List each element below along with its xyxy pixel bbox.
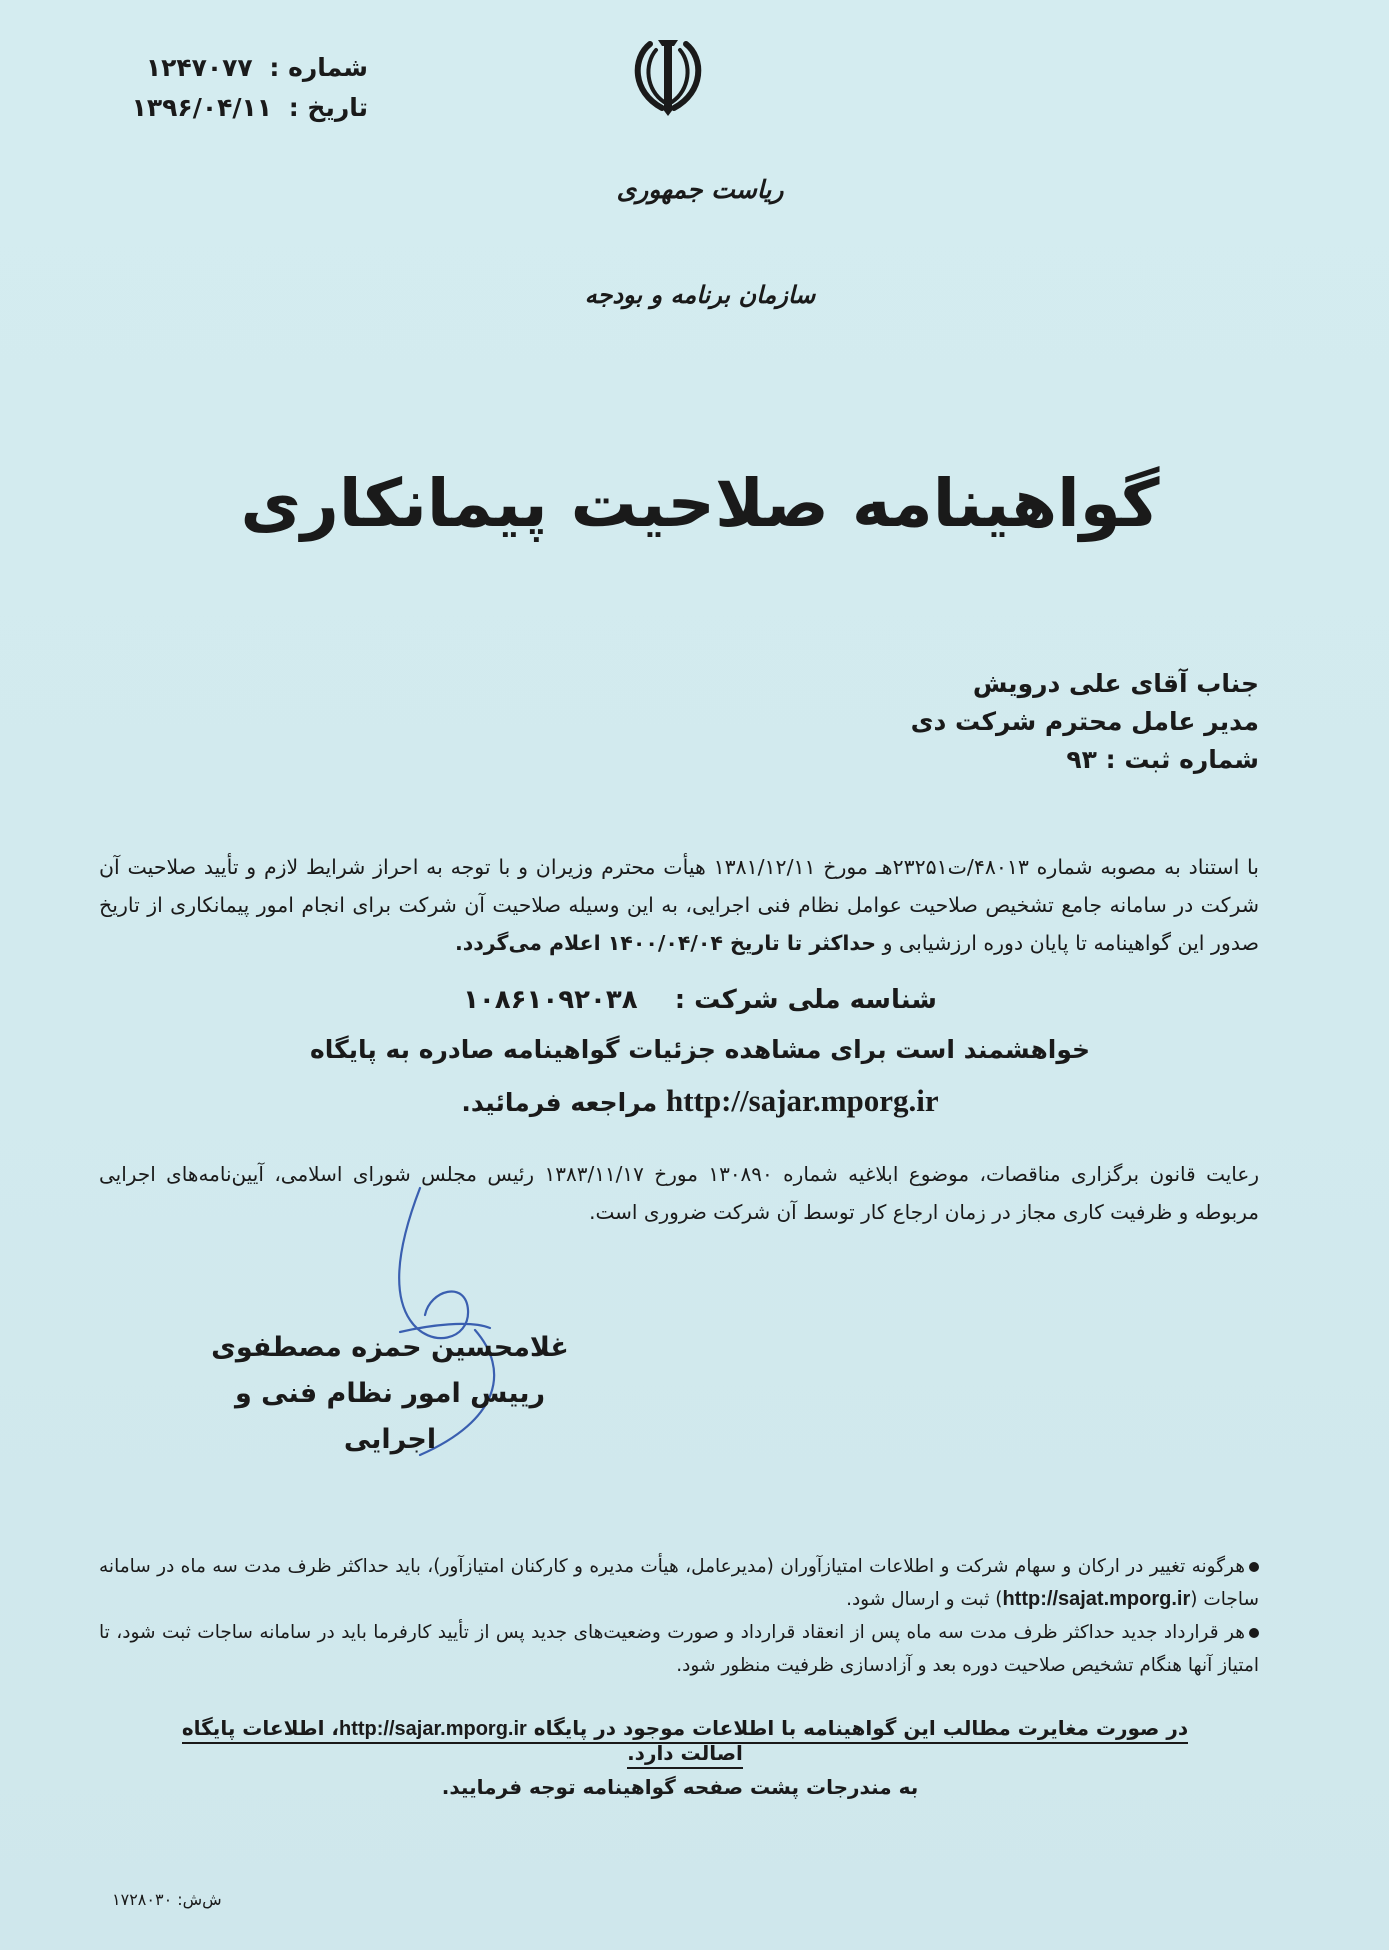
visit-instruction: خواهشمند است برای مشاهده جزئیات گواهینامه صادره به پایگاه: [309, 1035, 1091, 1064]
note-item: هرگونه تغییر در ارکان و سهام شرکت و اطلاعات امتیازآوران (مدیرعامل، هیأت مدیره و کارکنان امتیازآور)، باید حداکثر ظرف مدت سه ماه در سامانه ساجات (http://sajat.mporg.ir) ثبت و ارسال شود.: [99, 1556, 1259, 1610]
letter-number-value: ۱۲۴۷۰۷۷: [145, 53, 253, 82]
organization-plan-budget: سازمان برنامه و بودجه: [584, 280, 816, 309]
national-id-value: ۱۰۸۶۱۰۹۲۰۳۸: [463, 985, 638, 1015]
letter-number: [108, 48, 368, 88]
signer-name: غلامحسین حمزه مصطفوی: [211, 1332, 569, 1363]
addressee-name: جناب آقای علی درویش: [972, 669, 1259, 698]
registration-number: [659, 741, 1259, 779]
sajar-link-warning[interactable]: http://sajar.mporg.ir: [339, 1718, 527, 1740]
registration-value: ۹۳: [1066, 745, 1097, 774]
letter-date: [108, 88, 368, 128]
addressee-block: [659, 665, 1259, 779]
iran-emblem-icon: [628, 30, 708, 120]
certificate-title: گواهینامه صلاحیت پیمانکاری: [240, 465, 1160, 542]
letter-date-value: ۱۳۹۶/۰۴/۱۱: [131, 93, 272, 122]
signer-block: [190, 1325, 590, 1463]
letter-meta: [108, 48, 368, 128]
body-text: با استناد به مصوبه شماره ۴۸۰۱۳/ت۲۳۲۵۱هـ مورخ ۱۳۸۱/۱۲/۱۱ هیأت محترم وزیران و با توجه به احراز شرایط لازم و تأیید صلاحیت آن شرکت در سامانه جامع تشخیص صلاحیت عوامل نظام فنی اجرایی، به این وسیله صلاحیت آن شرکت برای انجام امور پیمانکاری از تاریخ صدور این گواهینامه تا پایان دوره ارزشیابی و: [99, 855, 1259, 955]
national-id: [300, 985, 1100, 1015]
letter-number-label: شماره :: [269, 53, 368, 82]
visit-suffix: مراجعه فرمائید.: [461, 1088, 666, 1117]
note-item: هر قرارداد جدید حداکثر ظرف مدت سه ماه پس از انعقاد قرارداد و صورت وضعیت‌های جدید پس از تأیید کارفرما باید در سامانه ساجات ثبت شود، تا امتیاز آنها هنگام تشخیص صلاحیت دوره بعد و آزادسازی ظرفیت منظور شود.: [99, 1622, 1259, 1676]
law-compliance-paragraph: رعایت قانون برگزاری مناقصات، موضوع ابلاغیه شماره ۱۳۰۸۹۰ مورخ ۱۳۸۳/۱۱/۱۷ رئیس مجلس شورای اسلامی، آیین‌نامه‌های اجرایی مربوطه و ظرفیت کاری مجاز در زمان ارجاع کار توسط آن شرکت ضروری است.: [99, 1162, 1259, 1224]
serial-label: ش‌ش:: [177, 1890, 222, 1909]
authenticity-warning: در صورت مغایرت مطالب این گواهینامه با اطلاعات موجود در پایگاه http://sajar.mporg.ir، اطلاعات پایگاه اصالت دارد.: [150, 1716, 1220, 1765]
back-page-note: به مندرجات پشت صفحه گواهینامه توجه فرمایید.: [441, 1775, 919, 1799]
registration-label: شماره ثبت :: [1105, 745, 1259, 774]
letter-date-label: تاریخ :: [288, 93, 368, 122]
serial-number: [112, 1890, 292, 1909]
sajar-link[interactable]: http://sajar.mporg.ir: [665, 1083, 939, 1118]
bullet-icon: [1249, 1562, 1259, 1572]
visit-url-line: [300, 1083, 1100, 1119]
validity-date-text: حداکثر تا تاریخ ۱۴۰۰/۰۴/۰۴ اعلام می‌گردد.: [454, 931, 877, 955]
certificate-body: [99, 848, 1259, 962]
organization-presidency: ریاست جمهوری: [616, 175, 784, 204]
notes-list: [99, 1550, 1259, 1682]
addressee-position: مدیر عامل محترم شرکت دی: [910, 707, 1259, 736]
serial-value: ۱۷۲۸۰۳۰: [112, 1890, 173, 1909]
bullet-icon: [1249, 1628, 1259, 1638]
sajat-link[interactable]: http://sajat.mporg.ir: [1002, 1588, 1191, 1610]
national-id-label: شناسه ملی شرکت :: [674, 985, 937, 1015]
signer-title: رییس امور نظام فنی و اجرایی: [234, 1378, 546, 1455]
